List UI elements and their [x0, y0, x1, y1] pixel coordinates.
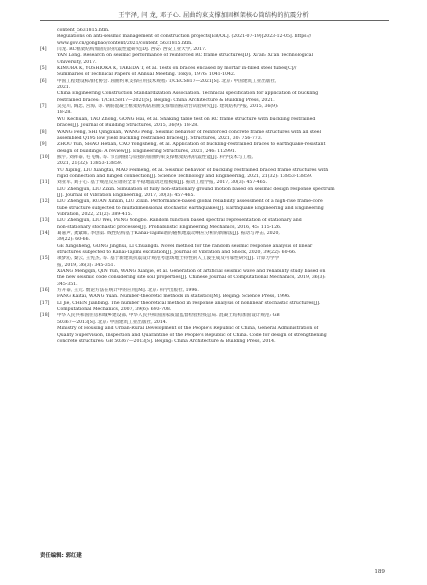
reference-number: [16]	[40, 288, 50, 294]
reference-entry	[40, 180, 390, 199]
reference-line: 报, 2019, 36(3): 345-351.	[57, 262, 116, 268]
reference-entry	[40, 47, 390, 66]
reference-entry	[40, 130, 390, 143]
reference-entry	[40, 79, 390, 104]
reference-line: 闫龙. RC框架结构加固后的抗震性能研究[D]. 西安: 西安工业大学, 2017.	[57, 47, 207, 53]
reference-number: [17]	[40, 300, 50, 306]
reference-line: Vibration, 2022, 21(2): 389-415.	[57, 211, 133, 217]
reference-line: rigid connection and hinged connection[J]. Science Technology and Engineering, 2021, 21(32): 13853-13859.	[57, 173, 313, 179]
reference-entry	[40, 104, 390, 129]
reference-line: structures subjected to Kanai-Tajimi excitation[J]. Journal of Vibration and Shock, 2020, 39(22): 60-66.	[57, 250, 297, 256]
reference-number: [8]	[40, 129, 47, 135]
reference-line: 2021, 21(32): 13853-13859.	[57, 161, 123, 167]
reference-line: University, 2017.	[57, 59, 97, 65]
reference-line: 345-351.	[57, 281, 78, 287]
reference-entry	[40, 301, 390, 314]
reference-number: [12]	[40, 199, 50, 205]
reference-line: the new seismic code considering site soil properties[J]. Chinese Journal of Computational Mechanics, 2019, 36(3):	[57, 275, 326, 281]
reference-line: LIU Zhengjun, LIU Zixin. Simulation of fully non-stationary ground motion based on seismic design response spectrum	[57, 186, 335, 192]
running-header: 王宇泽, 闫 龙, 邓子心. 屈曲约束支撑加固框架核心筒结构的抗震分析	[118, 12, 309, 19]
reference-line: 熊宇, 刘祥泰, 毛飞梅, 等. 节点刚接与铰接的屈曲约束支撑框架结构抗震性能[J]. 科学技术与工程,	[57, 154, 254, 160]
reference-line: ZHOU Yun, SHAO Hetian, CAO Yongsheng, et al. Application of buckling-restrained braces to earthquake-resistant	[57, 142, 326, 148]
reference-line: Ministry of Housing and Urban-Rural Development of the People's Republic of China, General Administration of	[57, 326, 319, 332]
reference-number: [5]	[40, 66, 47, 72]
reference-entry	[40, 218, 390, 231]
reference-line: Regulations on anti-seismic management of construction projects[EB/OL]. (2021-07-19)[2023-12-05]. https://	[57, 34, 312, 40]
reference-line: Summaries of Technical Papers of Annual Meeting. Tokyo, 1976: 1041-1042.	[57, 72, 236, 78]
reference-line: XIANG Mengqin, QIN Yun, WANG Xianjie, et al. Generation of artificial seismic wave and reliability study based on	[57, 269, 326, 275]
responsible-editor: 责任编辑: 郭红建	[40, 553, 82, 559]
reference-line: Quality Supervision, Inspection and Quarantine of the People's Republic of China. Code for design of strengthening	[57, 332, 327, 338]
reference-line: YAN Long. Research on seismic performance of reinforced RC frame structures[D]. Xi'an: Xi'an Technological	[57, 53, 313, 59]
reference-number: [10]	[40, 154, 50, 160]
reference-line: 18-28.	[57, 110, 72, 116]
reference-line: LIU Zhengjun, LIU Wei, PENG Yongbo. Random function based spectral representation of stationary and	[57, 218, 302, 224]
reference-line: China Engineering Construction Standardization Association. Technical specification for application of buckling	[57, 91, 319, 97]
reference-line: 中国工程建设标准化协会. 屈曲约束支撑应用技术规程: T/CECS817—2021[S]. 北京: 中国建筑工业出版社,	[57, 78, 277, 84]
reference-line: KIMURA K, YOSHIOKA K, TAKEDA T, et al. Tests on braces encased by mortar in-filled steel tubes[C]//	[57, 66, 297, 72]
page-number: 189	[374, 569, 385, 575]
reference-line: content_5631815.htm.	[57, 28, 110, 33]
reference-number: [11]	[40, 180, 50, 186]
reference-number: [13]	[40, 218, 50, 224]
reference-entry	[40, 313, 390, 345]
reference-line: Computational Mechanics, 2007, 39(6): 693-708.	[57, 307, 172, 313]
reference-line: 项梦沁, 秦云, 王宪杰, 等. 基于新建筑抗震设计规范考虑场地土特性的人工波生成及可靠性研究[J]. 计算力学学	[57, 256, 280, 262]
reference-line: design of buildings: A review[J]. Engineering Structures, 2021, 246: 112991.	[57, 148, 237, 154]
reference-number: [6]	[40, 78, 47, 84]
reference-entry	[40, 199, 390, 218]
reference-number: [15]	[40, 256, 50, 262]
reference-line: 刘亚军, 刘子心. 基于规范反应谱的全非平稳地震动过程模拟[J]. 振动工程学报, 2017, 30(3): 457-465.	[57, 180, 268, 186]
reference-entry	[40, 142, 390, 155]
reference-line: tube structure subjected to multidimensional stochastic earthquakes[J]. Earthquake Engineering and Engineering	[57, 205, 324, 211]
reference-line: assembled Q195 low yield buckling restrained braces[J]. Structures, 2021, 30: 756-773.	[57, 135, 263, 141]
reference-line: 吴克川, 陶忠, 宫海, 等. 钢筋混凝土框架结构防屈曲支撑加固振动台试验研究[J]. 建筑结构学报, 2015, 36(9):	[57, 104, 279, 110]
reference-entry	[40, 256, 390, 288]
reference-line: 2021.	[57, 85, 71, 91]
reference-list	[40, 28, 390, 345]
header-rule	[40, 20, 389, 21]
reference-entry	[40, 231, 390, 256]
reference-line: GE Xingsheng, GONG Jinghui, LI Chuangdi. Novel method for the random seismic response analysis of linear	[57, 243, 313, 249]
reference-line: 葛嘉声, 龚紧晖, 李创第. 线性结构基于Kanai-Tajimi谱的随机地震动响应分析的新解法[J]. 振动与冲击, 2020,	[57, 231, 280, 236]
reference-line: www.gov.cn/gongbao/content/2021/content_5631815.htm.	[57, 40, 193, 46]
reference-entry	[40, 288, 390, 301]
reference-line: 50367—2013[S]. 北京: 中国建筑工业出版社, 2014.	[57, 319, 168, 325]
reference-line: braces[J]. Journal of Building Structures, 2015, 36(9): 18-28.	[57, 123, 199, 129]
reference-entry	[40, 155, 390, 180]
reference-number: [14]	[40, 231, 50, 236]
reference-entry	[40, 66, 390, 79]
reference-line: 方开泰, 王元. 数论方法在统计中的应用[M]. 北京: 科学出版社, 1996.	[57, 288, 199, 294]
reference-number: [18]	[40, 313, 50, 319]
reference-line: WU Kechuan, TAO Zhong, GONG Hai, et al. Shaking table test on RC frame structure with buckling restrained	[57, 116, 316, 122]
reference-number: [9]	[40, 142, 47, 148]
reference-line: [J]. Journal of Vibration Engineering, 2017, 30(3): 457-465.	[57, 192, 195, 198]
reference-line: 中华人民共和国住房和城乡建设部, 中华人民共和国国家质量监督检验检疫总局. 混凝土结构加固设计规范: GB	[57, 313, 280, 319]
reference-line: WANG Feng, SHI Qingxuan, WANG Peng. Seismic behavior of reinforced concrete frame structures with all steel	[57, 129, 321, 135]
reference-line: YU Xiping, LIU Xiangtai, MAO Feimeng, et al. Seismic behavior of buckling restrained braced frame structures with	[57, 167, 329, 173]
reference-line: non-stationary stochastic processes[J]. Probabilistic Engineering Mechanics, 2016, 45: 115-126.	[57, 224, 282, 230]
reference-entry	[40, 28, 390, 47]
reference-line: concrete structures: GB 50367—2013[S]. Beijing: China Architecture & Building Press, 2014.	[57, 338, 276, 344]
reference-number: [7]	[40, 104, 47, 110]
reference-line: restrained braces: T/CECS817—2021[S]. Beijing: China Architecture & Building Press, 2021.	[57, 97, 275, 103]
reference-line: FANG Kaitai, WANG Yuan. Number-theoretic methods in statistics[M]. Beijing: Science Press, 1996.	[57, 294, 291, 300]
reference-line: LIU Zhengjun, RUAN Xinxin, LIU Zixin. Performance-based global reliability assessment of a high-rise frame-core	[57, 199, 323, 205]
reference-number: [4]	[40, 47, 47, 53]
reference-line: LI Jie, CHEN Jianbing. The number theoretical method in response analysis of nonlinear stochastic structures[J].	[57, 300, 321, 306]
reference-line: 39(22): 60-66.	[57, 237, 90, 243]
